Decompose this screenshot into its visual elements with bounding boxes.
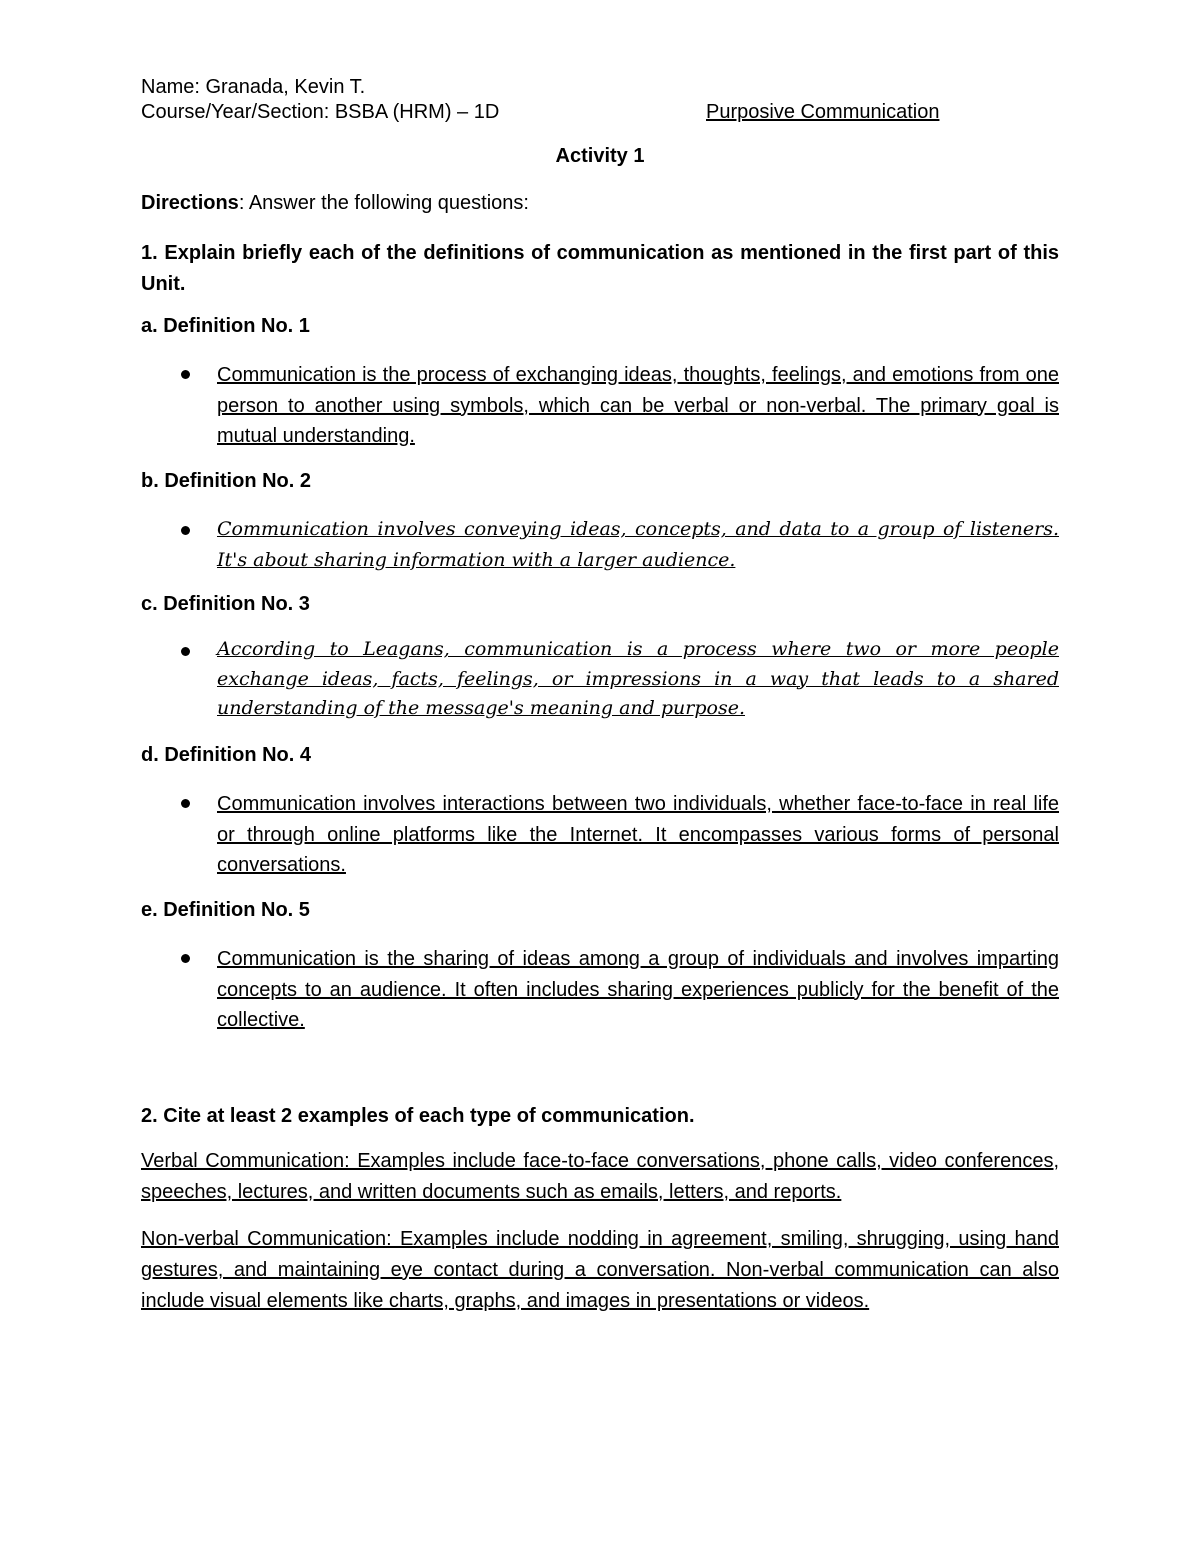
bullet-icon [181, 526, 190, 535]
definition-4-text: Communication involves interactions between two individuals, whether face-to-face in real life or through online platforms like the Internet. It encompasses various forms of personal conversations. [217, 793, 1059, 876]
activity-title: Activity 1 [555, 145, 645, 167]
definition-1-label: a. Definition No. 1 [141, 315, 310, 337]
bullet-icon [181, 647, 190, 656]
directions-text: : Answer the following questions: [238, 192, 529, 214]
definition-4-label: d. Definition No. 4 [141, 744, 311, 766]
question-2: 2. Cite at least 2 examples of each type of communication. [141, 1105, 695, 1127]
bullet-icon [181, 799, 190, 808]
definition-2-text: Communication involves conveying ideas, concepts, and data to a group of listeners. It's about sharing information with a larger audience. [217, 518, 1059, 571]
bullet-icon [181, 954, 190, 963]
verbal-communication-answer: Verbal Communication: Examples include face-to-face conversations, phone calls, video conferences, speeches, lectures, and written documents such as emails, letters, and reports. [141, 1150, 1059, 1203]
definition-3-label: c. Definition No. 3 [141, 593, 310, 615]
definition-5-text: Communication is the sharing of ideas among a group of individuals and involves imparting concepts to an audience. It often includes sharing experiences publicly for the benefit of the collective. [217, 948, 1059, 1031]
definition-5-label: e. Definition No. 5 [141, 899, 310, 921]
course-year-section: Course/Year/Section: BSBA (HRM) – 1D [141, 101, 500, 123]
nonverbal-communication-answer: Non-verbal Communication: Examples include nodding in agreement, smiling, shrugging, using hand gestures, and maintaining eye contact during a conversation. Non-verbal communication can also include visual elements like charts, graphs, and images in presentations or videos. [141, 1228, 1059, 1312]
bullet-icon [181, 370, 190, 379]
student-name: Name: Granada, Kevin T. [141, 76, 366, 98]
directions-label: Directions [141, 192, 239, 214]
question-1: 1. Explain briefly each of the definitions of communication as mentioned in the first part of this Unit. [141, 242, 1059, 295]
definition-3-text: According to Leagans, communication is a process where two or more people exchange ideas, facts, feelings, or impressions in a way that leads to a shared understanding of the message's meaning and purpose. [217, 638, 1059, 719]
directions [141, 192, 529, 215]
subject-title: Purposive Communication [706, 101, 940, 123]
definition-1-text: Communication is the process of exchanging ideas, thoughts, feelings, and emotions from one person to another using symbols, which can be verbal or non-verbal. The primary goal is mutual understanding. [217, 364, 1059, 447]
definition-2-label: b. Definition No. 2 [141, 470, 311, 492]
